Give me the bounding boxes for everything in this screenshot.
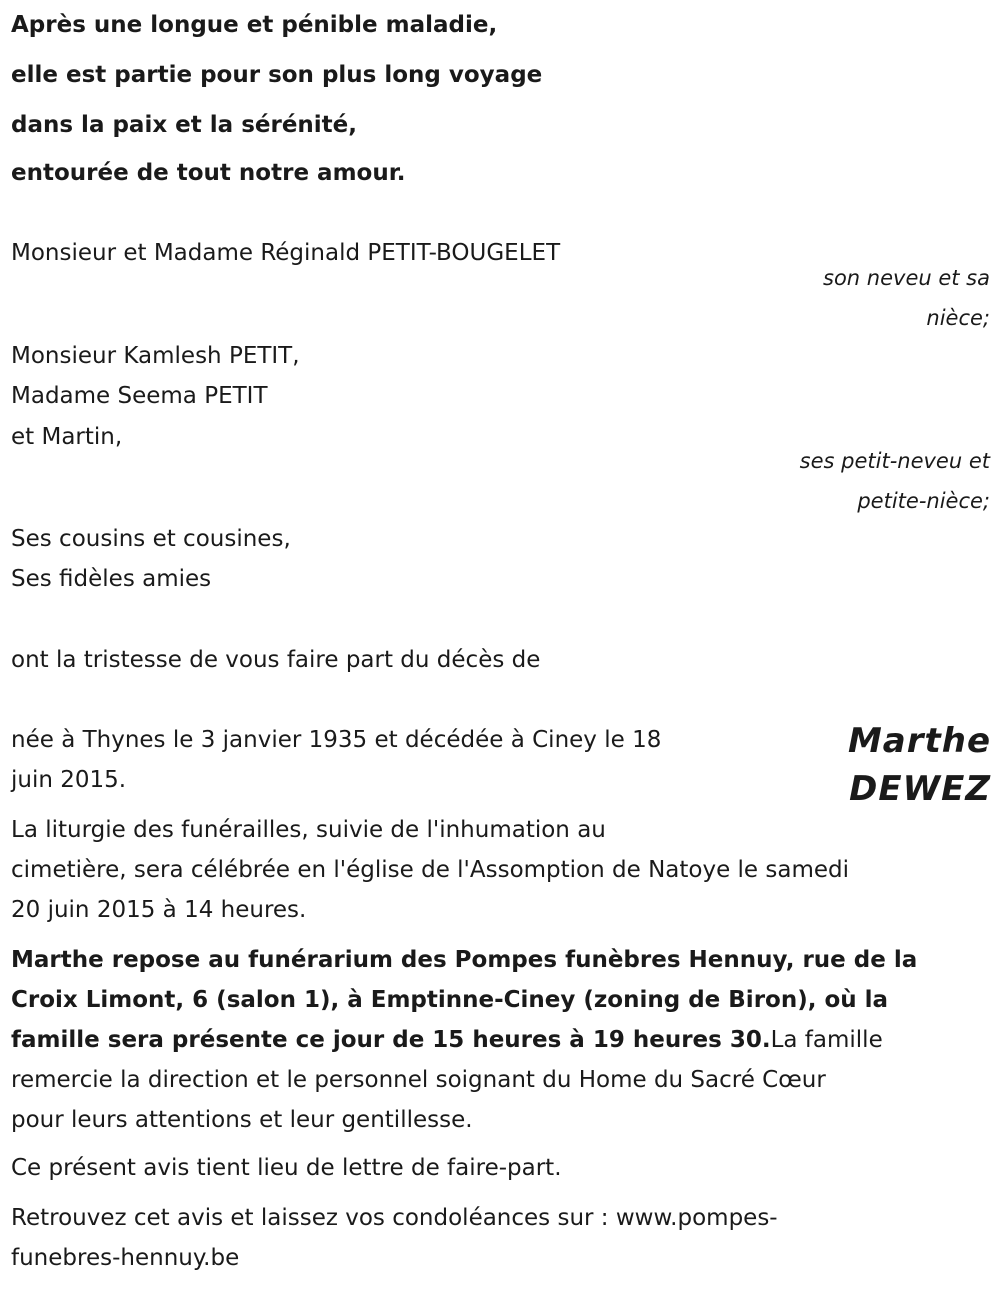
funerarium-line-1 (11, 940, 917, 980)
family-friends: Ses fidèles amies (11, 566, 212, 592)
funerarium-bold-2: Croix Limont, 6 (salon 1), à Emptinne-Ciney (zoning de Biron), où la (11, 987, 889, 1013)
family-cousins: Ses cousins et cousines, (11, 526, 291, 552)
funerarium-bold-3: famille sera présente ce jour de 15 heures à 19 heures 30. (11, 1027, 771, 1053)
liturgy-line-3: 20 juin 2015 à 14 heures. (11, 897, 307, 923)
family-nephew-niece: Monsieur et Madame Réginald PETIT-BOUGELET (11, 240, 561, 266)
family-grand-3: et Martin, (11, 424, 123, 450)
notice: Ce présent avis tient lieu de lettre de faire-part. (11, 1155, 562, 1181)
condolences-line-2: funebres-hennuy.be (11, 1245, 240, 1271)
funerarium-line-5: pour leurs attentions et leur gentillesse. (11, 1107, 473, 1133)
liturgy-line-1: La liturgie des funérailles, suivie de l'inhumation au (11, 817, 606, 843)
funerarium-line-3 (11, 1020, 883, 1060)
intro-line-4: entourée de tout notre amour. (11, 160, 406, 186)
family-grand-role-2: petite-nièce; (857, 489, 990, 513)
family-nephew-niece-role-1: son neveu et sa (823, 266, 990, 290)
intro-line-1: Après une longue et pénible maladie, (11, 12, 498, 38)
family-grand-role-1: ses petit-neveu et (799, 449, 990, 473)
family-grand-1: Monsieur Kamlesh PETIT, (11, 343, 300, 369)
funerarium-bold-1: Marthe repose au funérarium des Pompes funèbres Hennuy, rue de la (11, 947, 918, 973)
funerarium-line-4: remercie la direction et le personnel soignant du Home du Sacré Cœur (11, 1067, 826, 1093)
liturgy-line-2: cimetière, sera célébrée en l'église de l'Assomption de Natoye le samedi (11, 857, 850, 883)
birth-line-2: juin 2015. (11, 767, 127, 793)
funerarium-regular-3: La famille (770, 1027, 883, 1053)
deceased-last-name: DEWEZ (849, 769, 991, 809)
condolences-line-1: Retrouvez cet avis et laissez vos condoléances sur : www.pompes- (11, 1205, 778, 1231)
intro-line-3: dans la paix et la sérénité, (11, 112, 358, 138)
family-nephew-niece-role-2: nièce; (926, 306, 990, 330)
announcement: ont la tristesse de vous faire part du décès de (11, 647, 541, 673)
family-grand-2: Madame Seema PETIT (11, 383, 268, 409)
birth-line-1: née à Thynes le 3 janvier 1935 et décédée à Ciney le 18 (11, 727, 662, 753)
deceased-first-name: Marthe (847, 721, 991, 761)
intro-line-2: elle est partie pour son plus long voyage (11, 62, 543, 88)
funerarium-line-2 (11, 980, 888, 1020)
